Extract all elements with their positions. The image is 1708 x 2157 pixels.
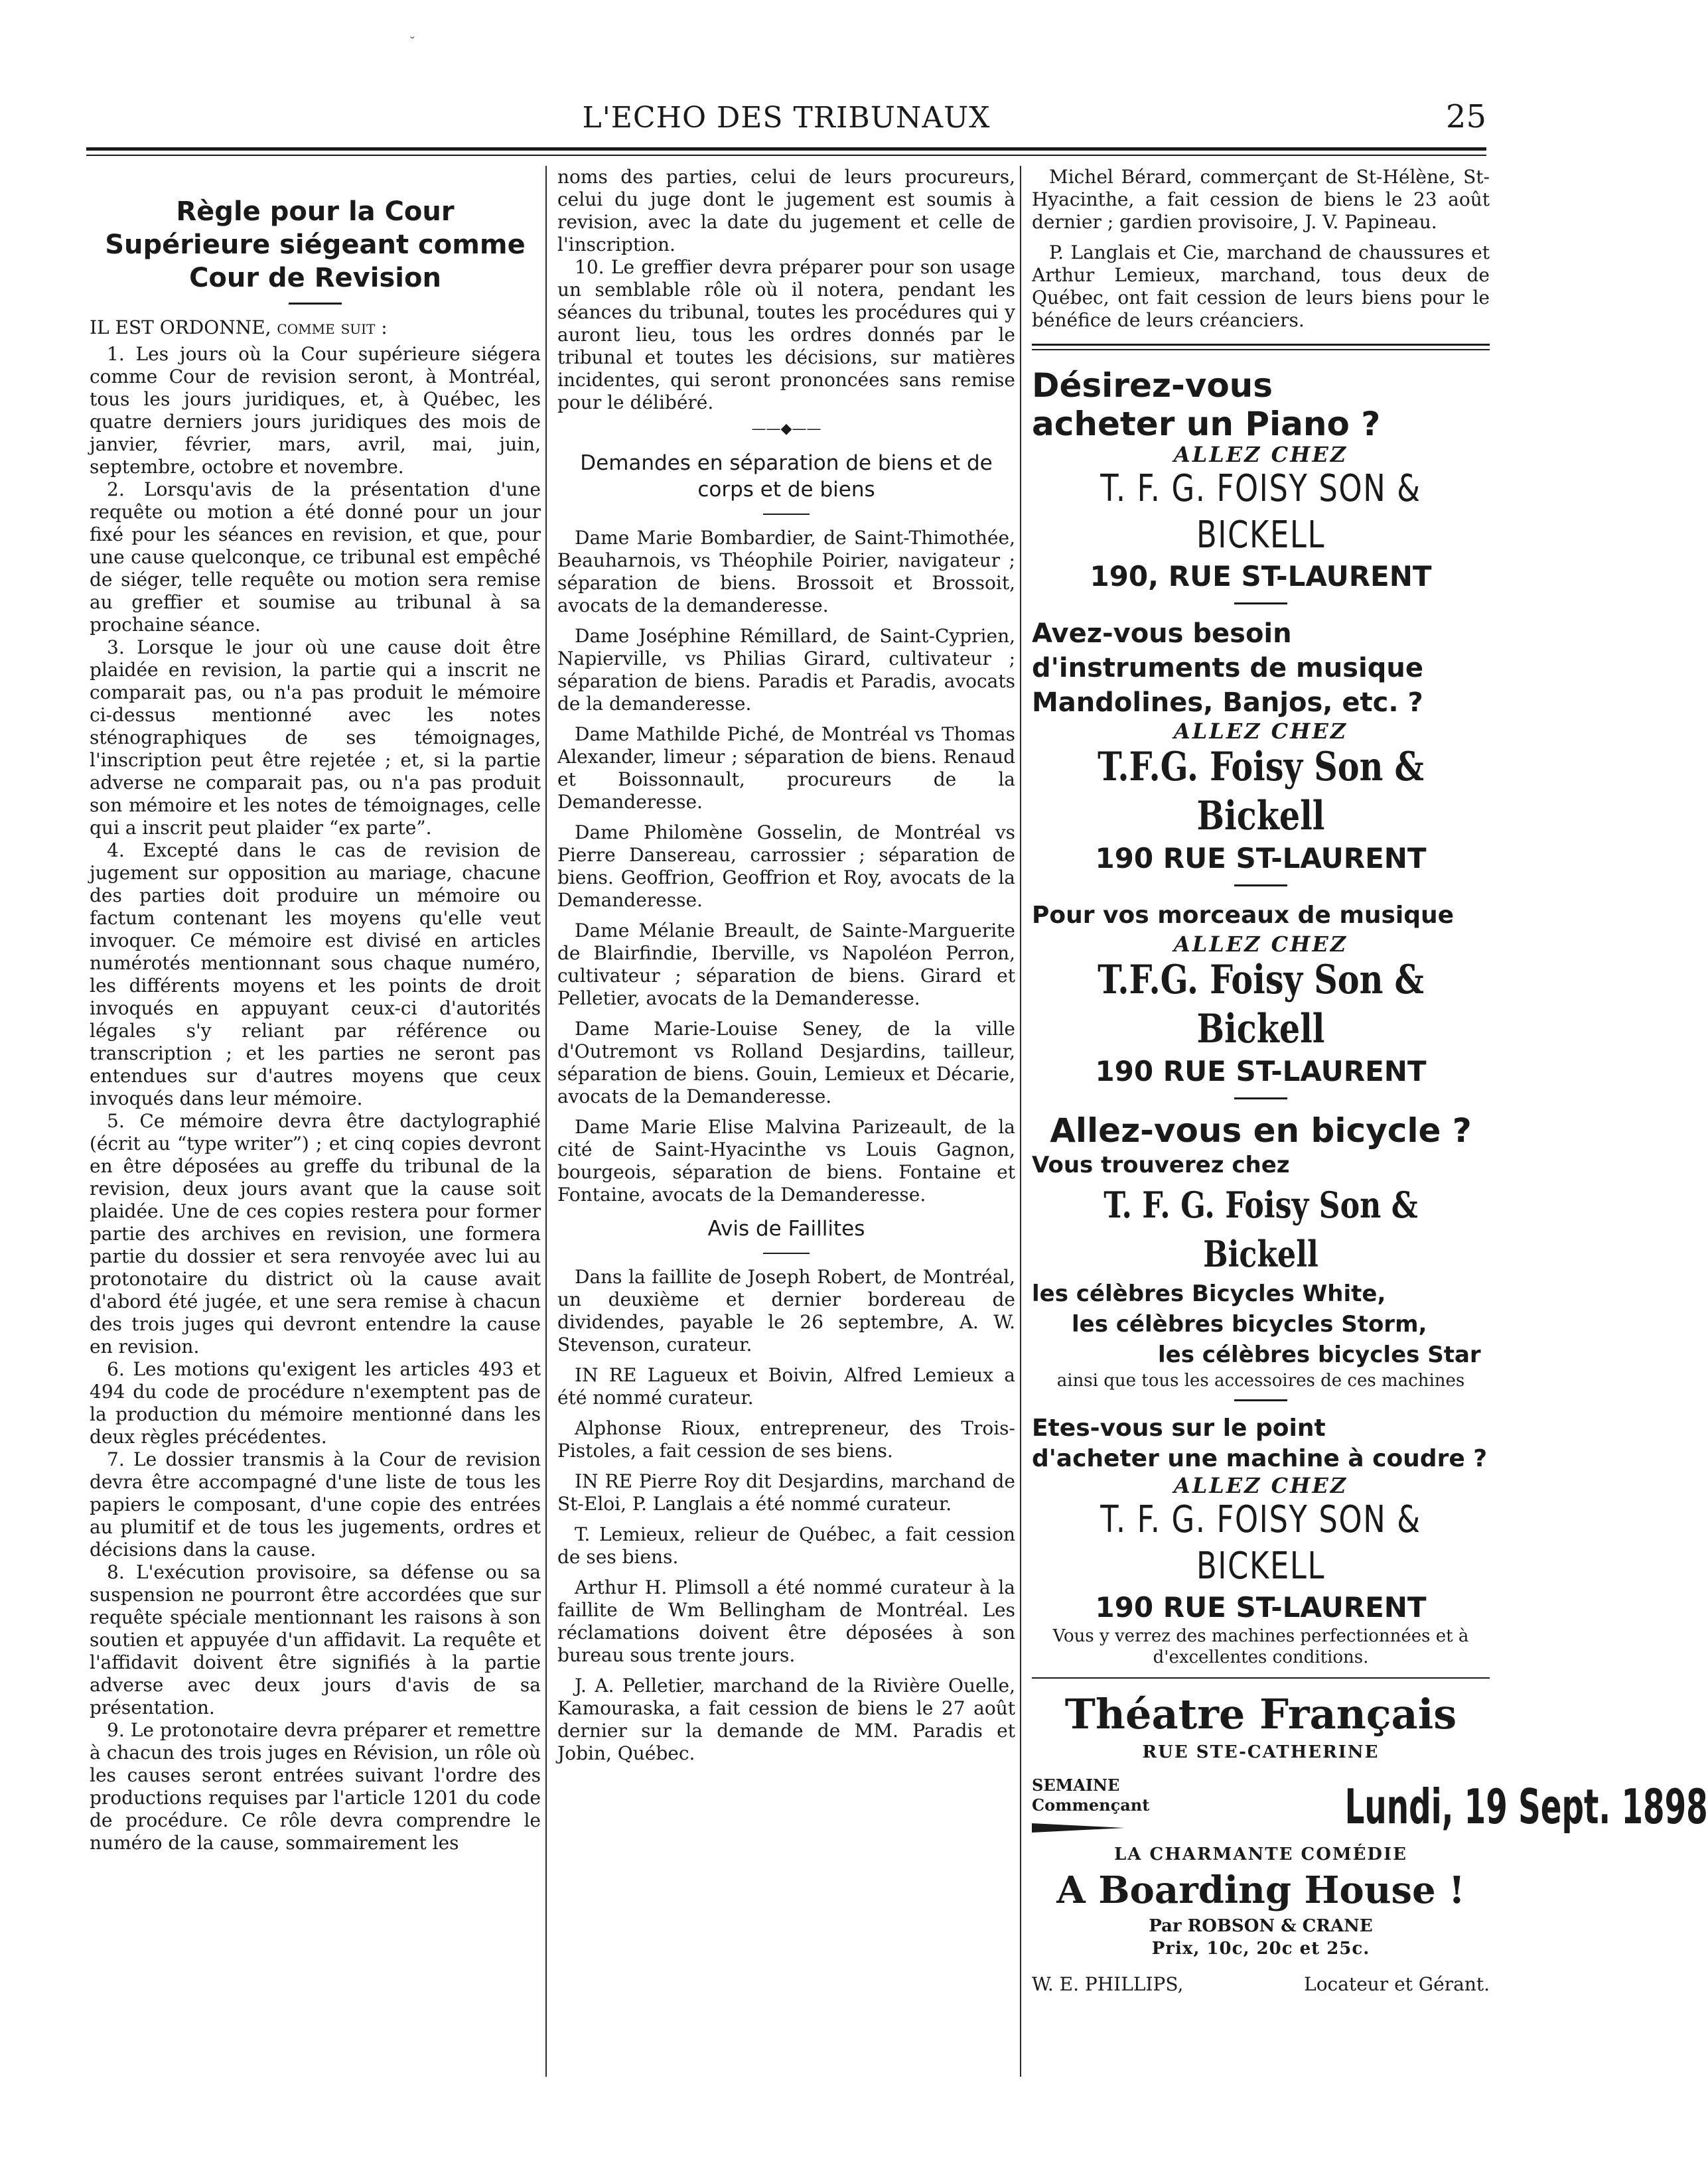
rule-paragraph: 5. Ce mémoire devra être dactylographié (écrit au “type writer”) ; et cinq copies devront en être déposées au greffe du tribunal de la revision, deux jours avant que la cause soit plaidée. Une de ces copies restera pour former partie des archives en revision, une formera partie du dossier et sera renvoyée avec lui au protonotaire du district où la cause avait d'abord été jugée, et une sera remise à chacun des trois juges qui devront entendre la cause en revision. — [90, 1110, 541, 1357]
ink-mark: ˇ — [410, 35, 415, 49]
ad-address: 190 RUE ST-LAURENT — [1095, 1591, 1427, 1624]
ad-line: Vous trouverez chez — [1032, 1152, 1290, 1178]
rule-paragraph: 6. Les motions qu'exigent les articles 493 et 494 du code de procédure n'exemptent pas de la production du mémoire mentionné dans les deux règles précédentes. — [90, 1358, 541, 1448]
ad-line: les célèbres bicycles Star — [1158, 1342, 1481, 1368]
separation-notice: Dame Joséphine Rémillard, de Saint-Cyprien, Napierville, vs Philias Girard, cultivateur ; séparation de biens. Paradis et Paradis, avocats de la demanderesse. — [557, 625, 1015, 715]
column-divider — [545, 166, 547, 2077]
rule-paragraph: 10. Le greffier devra préparer pour son usage un semblable rôle où il notera, pendant les séances du tribunal, toutes les procédures qui y auront lieu, tous les ordres donnés par le tribunal et toutes les décisions, sur matières incidentes, qui seront prononcées sans remise pour le délibéré. — [557, 256, 1015, 413]
faillite-notice: J. A. Pelletier, marchand de la Rivière Ouelle, Kamouraska, a fait cession de biens le 27 août dernier sur la demande de MM. Paradis et Jobin, Québec. — [557, 1675, 1015, 1764]
ad-address: 190, RUE ST-LAURENT — [1090, 560, 1432, 592]
cession-notice: P. Langlais et Cie, marchand de chaussures et Arthur Lemieux, marchand, tous deux de Québec, ont fait cession de leurs biens pour le bénéfice de leurs créanciers. — [1032, 242, 1490, 331]
morceaux-ad — [1032, 898, 1490, 1089]
separation-notice: Dame Mathilde Piché, de Montréal vs Thomas Alexander, limeur ; séparation de biens. Renaud et Boissonnault, procureurs de la Demanderesse. — [557, 723, 1015, 813]
ordonne-line: IL EST ORDONNE, comme suit : — [90, 316, 388, 338]
ad-headline: d'acheter une machine à coudre ? — [1032, 1445, 1488, 1472]
separation-notice: Dame Marie-Louise Seney, de la ville d'Outremont vs Rolland Desjardins, tailleur, séparation de biens. Gouin, Lemieux et Décarie, avocats de la Demanderesse. — [557, 1018, 1015, 1107]
commencant-word: Commençant — [1032, 1795, 1150, 1815]
page-number: 25 — [1445, 98, 1486, 135]
faillite-notice: Alphonse Rioux, entrepreneur, des Trois-Pistoles, a fait cession de ses biens. — [557, 1417, 1015, 1462]
separation-heading: Demandes en séparation de biens et de corps et de biens — [580, 451, 993, 502]
faillite-notice: IN RE Pierre Roy dit Desjardins, marchand de St-Eloi, P. Langlais a été nommé curateur. — [557, 1470, 1015, 1515]
theatre-street: RUE STE-CATHERINE — [1142, 1742, 1380, 1762]
rule-paragraph: 9. Le protonotaire devra préparer et remettre à chacun des trois juges en Révision, un rôle où les causes seront entrées suivant l'ordre des productions requises par l'article 1201 du code de procédure. Ce rôle devra comprendre le numéro de la cause, sommairement les — [90, 1719, 541, 1854]
play-title: A Boarding House ! — [1056, 1868, 1465, 1912]
ad-address: 190 RUE ST-LAURENT — [1095, 842, 1427, 874]
semaine-row — [1032, 1775, 1708, 1838]
ad-rule — [1234, 602, 1287, 604]
theatre-name: Théatre Français — [1064, 1690, 1457, 1738]
ornament-divider: ——◆—— — [751, 421, 821, 437]
theatre-ad — [1032, 1688, 1708, 1996]
faillite-notice: T. Lemieux, relieur de Québec, a fait cession de ses biens. — [557, 1523, 1015, 1568]
heading-rule — [763, 1253, 810, 1254]
faillite-notice: IN RE Lagueux et Boivin, Alfred Lemieux a été nommé curateur. — [557, 1364, 1015, 1409]
play-authors: Par ROBSON & CRANE — [1149, 1916, 1373, 1936]
ticket-prices: Prix, 10c, 20c et 25c. — [1151, 1939, 1370, 1959]
ad-headline: Désirez-vous — [1032, 366, 1273, 405]
article-heading: Règle pour la Cour Supérieure siégeant comme Cour de Revision — [105, 196, 526, 293]
ad-line: ainsi que tous les accessoires de ces machines — [1056, 1371, 1465, 1391]
rule-paragraph: 7. Le dossier transmis à la Cour de revision devra être accompagné d'une liste de tous les papiers le composant, d'une copie des entrées au plumitif et de tous les jugements, ordres et décisions dans la cause. — [90, 1448, 541, 1561]
ad-address: 190 RUE ST-LAURENT — [1095, 1055, 1427, 1087]
ad-note: Vous y verrez des machines perfectionnées et à d'excellentes conditions. — [1052, 1626, 1469, 1667]
separation-notice: Dame Mélanie Breault, de Sainte-Marguerite de Blairfindie, Iberville, vs Napoléon Perron, cultivateur ; séparation de biens. Girard et Pelletier, avocats de la Demanderesse. — [557, 920, 1015, 1009]
semaine-word: SEMAINE — [1032, 1775, 1120, 1795]
semaine-label — [1032, 1775, 1149, 1838]
sewing-machine-ad — [1032, 1413, 1490, 1668]
faillite-notice: Arthur H. Plimsoll a été nommé curateur à la faillite de Wm Bellingham de Montréal. Les réclamations doivent être déposées à son bureau sous trente jours. — [557, 1576, 1015, 1666]
ad-line: les célèbres Bicycles White, — [1032, 1281, 1386, 1307]
manager-name: W. E. PHILLIPS, — [1032, 1973, 1184, 1995]
column-divider — [1020, 166, 1021, 2077]
heading-rule — [289, 303, 342, 305]
ad-headline: Mandolines, Banjos, etc. ? — [1032, 687, 1423, 718]
ad-firm-name: T. F. G. FOISY SON & BICKELL — [1100, 1498, 1421, 1588]
rule-paragraph: 1. Les jours où la Cour supérieure siégera comme Cour de revision seront, à Montréal, tous les jours juridiques, et, à Québec, les quatre derniers jours juridiques des mois de janvier, février, mars, avril, mai, juin, septembre, octobre et novembre. — [90, 343, 541, 478]
separation-notice: Dame Philomène Gosselin, de Montréal vs Pierre Dansereau, carrossier ; séparation de biens. Geoffrion, Geoffrion et Roy, avocats de la Demanderesse. — [557, 821, 1015, 911]
ad-headline: Avez-vous besoin — [1032, 618, 1292, 649]
ad-firm-name: T.F.G. Foisy Son & Bickell — [1098, 744, 1424, 839]
theatre-footer — [1032, 1973, 1490, 1996]
music-ad — [1032, 616, 1490, 876]
continued-paragraph: noms des parties, celui de leurs procureurs, celui du juge dont le jugement est soumis à revision, avec la date du jugement et celle de l'inscription. — [557, 166, 1015, 255]
ad-rule — [1234, 1399, 1287, 1401]
section-rule — [1032, 344, 1490, 350]
comedy-label: LA CHARMANTE COMÉDIE — [1114, 1844, 1407, 1864]
column-1 — [90, 166, 541, 2103]
ad-rule — [1234, 884, 1287, 886]
ad-headline: acheter un Piano ? — [1032, 405, 1381, 443]
bicycle-ad — [1032, 1111, 1490, 1391]
ad-headline: d'instruments de musique — [1032, 653, 1423, 683]
ad-allez-chez: ALLEZ CHEZ — [1173, 442, 1348, 467]
header-rule-thick — [86, 147, 1486, 151]
separation-notice: Dame Marie Bombardier, de Saint-Thimothée, Beauharnois, vs Théophile Poirier, navigateur ; séparation de biens. Brossoit et Brossoit, avocats de la demanderesse. — [557, 527, 1015, 616]
faillite-notice: Dans la faillite de Joseph Robert, de Montréal, un deuxième et dernier bordereau de dividendes, payable le 26 septembre, A. W. Stevenson, curateur. — [557, 1266, 1015, 1356]
ad-firm-name: T. F. G. Foisy Son & Bickell — [1103, 1184, 1418, 1275]
column-3 — [1032, 166, 1708, 2103]
ad-allez-chez: ALLEZ CHEZ — [1173, 719, 1348, 744]
column-2 — [557, 166, 1015, 2103]
ad-allez-chez: ALLEZ CHEZ — [1173, 1473, 1348, 1498]
show-date: Lundi, 19 Sept. 1898 — [1344, 1779, 1708, 1835]
faillites-heading: Avis de Faillites — [707, 1217, 865, 1241]
ad-headline: Allez-vous en bicycle ? — [1050, 1111, 1472, 1150]
ad-headline: Pour vos morceaux de musique — [1032, 902, 1455, 929]
ad-firm-name: T. F. G. FOISY SON & BICKELL — [1100, 467, 1421, 557]
header-rule-thin — [86, 155, 1486, 156]
page-header — [86, 93, 1486, 139]
ad-rule — [1234, 1097, 1287, 1099]
manager-role: Locateur et Gérant. — [1304, 1973, 1490, 1995]
piano-ad — [1032, 366, 1490, 594]
heading-rule — [763, 514, 810, 515]
ad-headline: Etes-vous sur le point — [1032, 1415, 1326, 1442]
ad-line: les célèbres bicycles Storm, — [1072, 1311, 1427, 1338]
ad-allez-chez: ALLEZ CHEZ — [1173, 932, 1348, 957]
rule-paragraph: 4. Excepté dans le cas de revision de jugement sur opposition au mariage, chacune des parties doit produire un mémoire ou factum contenant les moyens qu'elle veut invoquer. Ce mémoire est divisé en articles numérotés mentionnant sous chaque numéro, les différents moyens et les points de droit invoqués en appuyant ceux-ci d'autorités légales s'y reliant par référence ou transcription ; et les parties ne seront pas entendues sur d'autres moyens que ceux invoqués dans leur mémoire. — [90, 839, 541, 1109]
rule-paragraph: 8. L'exécution provisoire, sa défense ou sa suspension ne pourront être accordées que sur requête spéciale mentionnant les raisons à son soutien et appuyée d'un affidavit. La requête et l'affidavit doivent être signifiés à la partie adverse avec deux jours d'avis de sa présentation. — [90, 1561, 541, 1718]
separation-notice: Dame Marie Elise Malvina Parizeault, de la cité de Saint-Hyacinthe vs Louis Gagnon, bourgeois, séparation de biens. Fontaine et Fontaine, avocats de la Demanderesse. — [557, 1116, 1015, 1206]
ad-firm-name: T.F.G. Foisy Son & Bickell — [1098, 957, 1424, 1052]
cession-notice: Michel Bérard, commerçant de St-Hélène, St-Hyacinthe, a fait cession de biens le 23 août dernier ; gardien provisoire, J. V. Papineau. — [1032, 166, 1490, 233]
journal-title: L'ECHO DES TRIBUNAUX — [582, 101, 991, 135]
pointer-arrow-icon — [1032, 1823, 1125, 1833]
section-rule — [1032, 1677, 1490, 1679]
rule-paragraph: 3. Lorsque le jour où une cause doit être plaidée en revision, la partie qui a inscrit ne comparait pas, ou n'a pas produit le mémoire ci-dessus mentionné avec les notes sténographiques de ses témoignages, l'inscription peut être rejetée ; et, si la partie adverse ne comparait pas, ou n'a pas produit son mémoire et les notes de témoignages, celle qui a inscrit peut plaider “ex parte”. — [90, 636, 541, 839]
rule-paragraph: 2. Lorsqu'avis de la présentation d'une requête ou motion a été donné pour un jour fixé pour les séances en revision, et que, pour une cause quelconque, ce tribunal est empêché de siéger, telle requête ou motion sera remise au greffier et soumise au tribunal à sa prochaine séance. — [90, 478, 541, 636]
